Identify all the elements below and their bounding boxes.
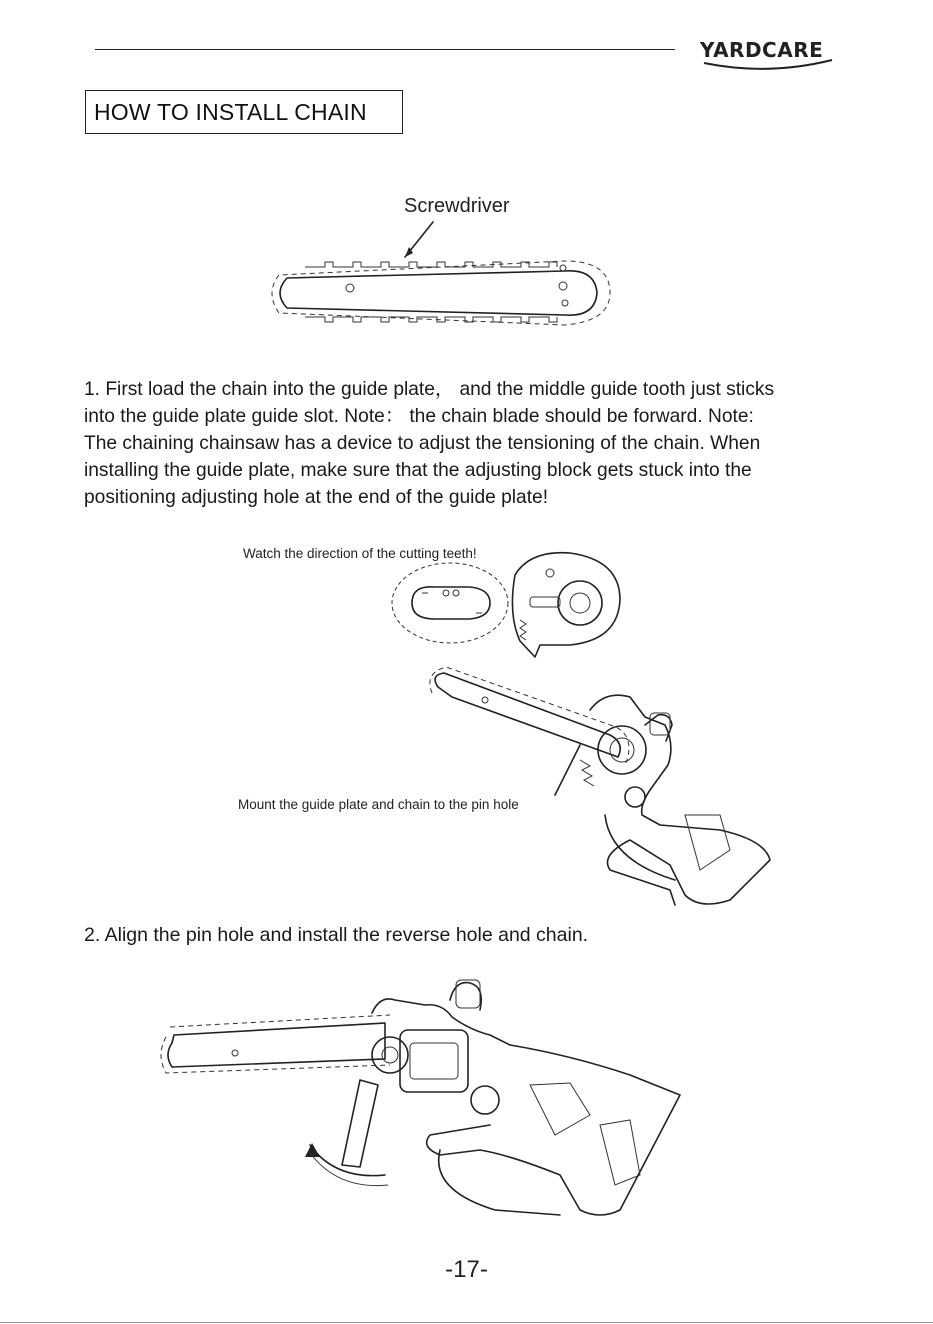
section-title: HOW TO INSTALL CHAIN bbox=[94, 98, 367, 125]
chainsaw-mounting-illustration bbox=[430, 665, 775, 915]
chain-direction-detail bbox=[390, 545, 630, 665]
step1-line: The chaining chainsaw has a device to adjust the tensioning of the chain. When bbox=[84, 433, 761, 454]
yardcare-logo bbox=[698, 30, 838, 74]
step1-line: positioning adjusting hole at the end of the guide plate! bbox=[84, 487, 549, 508]
step2-text: 2. Align the pin hole and install the reverse hole and chain. bbox=[84, 924, 589, 946]
logo-wordmark: YARDCARE bbox=[700, 38, 824, 62]
guide-bar-chain-illustration bbox=[265, 215, 615, 335]
bottom-rule bbox=[0, 1322, 933, 1323]
caption-cutting-teeth: Watch the direction of the cutting teeth! bbox=[243, 546, 477, 561]
section-title-box bbox=[85, 90, 403, 134]
step1-paragraph bbox=[84, 376, 840, 511]
caption-pin-hole: Mount the guide plate and chain to the pin hole bbox=[238, 797, 519, 812]
yardcare-logo-graphic bbox=[698, 30, 838, 74]
step1-line: into the guide plate guide slot. Note： the chain blade should be forward. Note: bbox=[84, 406, 754, 427]
page-number: -17- bbox=[445, 1256, 488, 1283]
chainsaw-reverse-hole-illustration bbox=[160, 975, 685, 1225]
screwdriver-label: Screwdriver bbox=[404, 195, 510, 217]
step1-line: installing the guide plate, make sure that the adjusting block gets stuck into the bbox=[84, 460, 752, 481]
step1-line: 1. First load the chain into the guide plate， and the middle guide tooth just sticks bbox=[84, 379, 775, 400]
header-rule bbox=[95, 49, 675, 50]
